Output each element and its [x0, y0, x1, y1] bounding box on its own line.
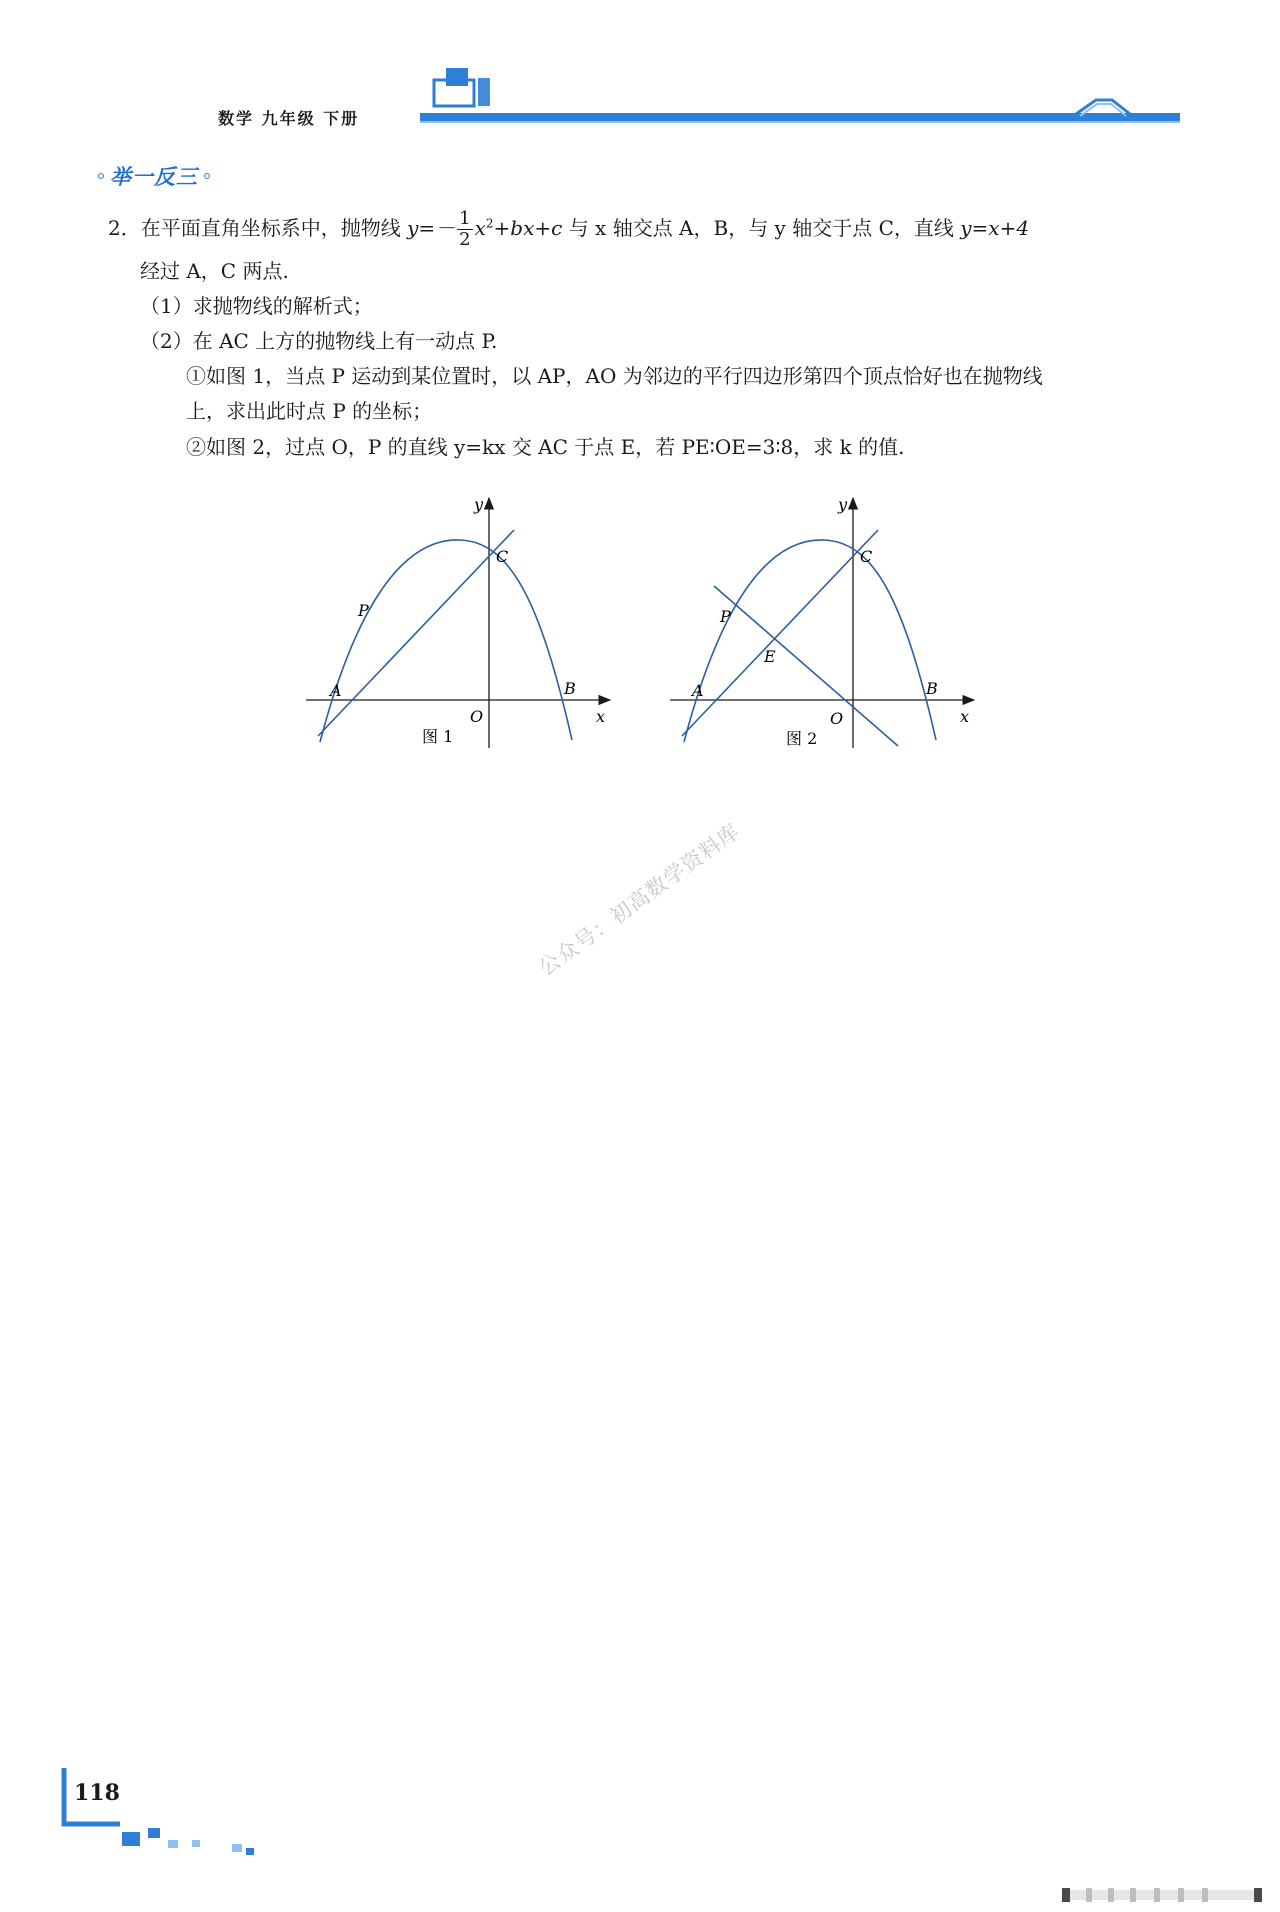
problem-part-1: （1）求抛物线的解析式； — [140, 294, 373, 318]
page-scroll-indicator[interactable] — [1062, 1888, 1262, 1902]
problem-intro: 在平面直角坐标系中，抛物线 — [140, 216, 408, 240]
fig1-label-p: P — [358, 601, 369, 620]
problem-sub2: ②如图 2，过点 O，P 的直线 y=kx 交 AC 于点 E，若 PE∶OE=3∶8，求 k 的值. — [186, 435, 905, 459]
fraction-numerator: 1 — [459, 208, 471, 229]
figure-1 — [300, 490, 620, 760]
header-decoration — [0, 0, 1280, 140]
problem-line-2: 经过 A，C 两点. — [140, 259, 289, 283]
equation-lhs: y=－ — [407, 216, 456, 240]
problem-part-2: （2）在 AC 上方的抛物线上有一动点 P. — [140, 329, 498, 353]
fig2-label-c: C — [860, 547, 873, 566]
fig2-label-y: y — [838, 495, 848, 514]
fig2-label-e: E — [764, 647, 776, 666]
fig1-label-x: x — [596, 707, 606, 726]
fig1-label-o: O — [470, 707, 484, 726]
fig2-parabola — [684, 540, 936, 742]
fig2-label-a: A — [692, 681, 704, 700]
equation-exponent: 2 — [485, 216, 494, 231]
page-number: 118 — [74, 1780, 120, 1806]
badge-dot-left — [98, 173, 104, 179]
section-badge — [98, 164, 210, 188]
fig2-line-ac — [682, 530, 878, 736]
fig1-line-ac — [318, 530, 514, 736]
problem-line1-mid: 与 x 轴交点 A，B，与 y 轴交于点 C，直线 — [562, 216, 961, 240]
problem-sub1-line2: 上，求出此时点 P 的坐标； — [186, 399, 433, 423]
fig2-label-b: B — [926, 679, 938, 698]
fig1-label-b: B — [564, 679, 576, 698]
watermark: 公众号：初高数学资料库 — [534, 818, 745, 981]
fig2-label-o: O — [830, 709, 844, 728]
equation-x: x — [474, 216, 486, 240]
fig1-parabola — [320, 540, 572, 742]
fig2-label-x: x — [960, 707, 970, 726]
footer-decoration — [56, 1760, 286, 1860]
fig1-label-y: y — [474, 495, 484, 514]
line-equation: y=x+4 — [960, 216, 1030, 240]
badge-dot-right — [204, 173, 210, 179]
equation-rest: +bx+c — [493, 216, 563, 240]
figure-2 — [664, 490, 984, 760]
fig1-label-c: C — [496, 547, 509, 566]
fig1-caption: 图 1 — [422, 727, 454, 746]
problem-number: 2． — [108, 216, 141, 240]
problem-line-1 — [108, 209, 1029, 250]
badge-label: 举一反三 — [110, 165, 198, 189]
fig1-label-a: A — [330, 681, 342, 700]
problem-sub1-line1: ①如图 1，当点 P 运动到某位置时，以 AP，AO 为邻边的平行四边形第四个顶点恰好也在抛物线 — [186, 364, 1043, 388]
fraction-denominator: 2 — [459, 229, 471, 250]
fig2-caption: 图 2 — [786, 729, 818, 748]
book-title: 数学 九年级 下册 — [218, 109, 360, 128]
fraction — [457, 209, 472, 250]
fig2-line-op — [714, 586, 898, 746]
fig2-label-p: P — [720, 607, 731, 626]
